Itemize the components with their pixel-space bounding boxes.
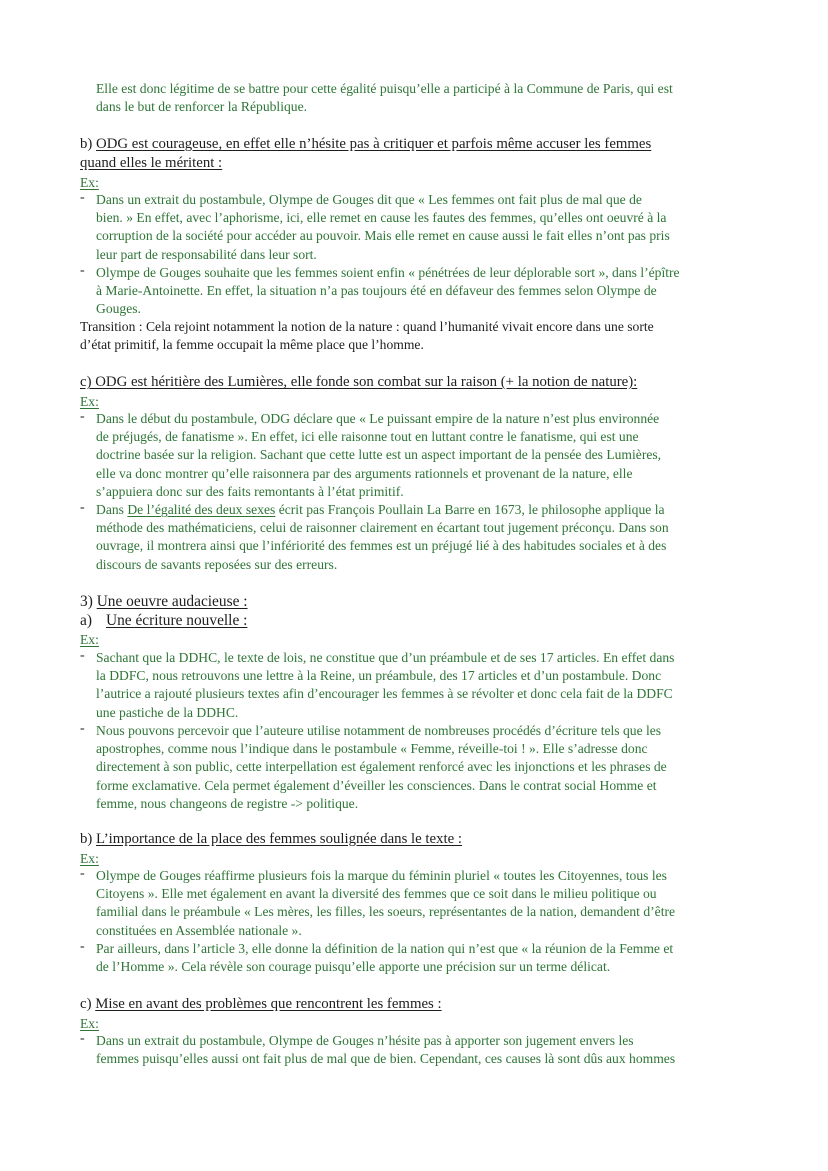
section-c-heading: c) ODG est héritière des Lumières, elle fonde son combat sur la raison (+ la notion de nature): [80,374,638,390]
bullet-dash: - [80,190,85,205]
transition-paragraph: Transition : Cela rejoint notamment la notion de la nature : quand l’humanité vivait encore dans une sorte d’état primitif, la femme occupait la même place que l’homme. [80,319,654,353]
section-3a-ex-label: Ex: [80,632,99,647]
section-3c-ex-label: Ex: [80,1016,99,1031]
section-3b-bullet-2: Par ailleurs, dans l’article 3, elle donne la définition de la nation qui n’est que « la réunion de la Femme et de l’Homme ». Cela révèle son courage puisqu’elle apporte une précision sur un terme délicat. [96,941,674,975]
intro-paragraph: Elle est donc légitime de se battre pour cette égalité puisqu’elle a participé à la Commune de Paris, qui est dans le but de renforcer la République. [96,81,673,115]
section-c-ex-label: Ex: [80,394,99,409]
section-3a-heading: a) Une écriture nouvelle : [80,612,248,629]
section-3a-bullet-2: Nous pouvons percevoir que l’auteure utilise notamment de nombreuses procédés d’écriture tels que les apostrophes, comme nous l’indique dans le postambule « Femme, réveille-toi ! ». Elle s’adresse donc directement à son public, cette interpellation est également renforcé avec les injonctions et les phrases de forme exclamative. Cela permet également d’éveiller les consciences. Dans le contrat social Homme et femme, nous changeons de registre -> politique. [96,723,667,811]
section-3c-heading: c) Mise en avant des problèmes que rencontrent les femmes : [80,996,442,1012]
bullet-dash: - [80,721,85,736]
section-3b-heading: b) L’importance de la place des femmes soulignée dans le texte : [80,831,462,847]
bullet-dash: - [80,866,85,881]
section-3-heading: 3) Une oeuvre audacieuse : [80,593,248,610]
section-c-bullet-1: Dans le début du postambule, ODG déclare que « Le puissant empire de la nature n’est plus environnée de préjugés, de fanatisme ». En effet, ici elle raisonne tout en luttant contre le fanatisme, qui est une doctrine basée sur la religion. Sachant que cette lutte est un aspect important de la pensée des Lumières, elle va donc montrer qu’elle raisonnera par des arguments rationnels et provenant de la nature, elle s’appuiera donc sur des faits remontants à l’état primitif. [96,411,662,499]
bullet-dash: - [80,263,85,278]
section-b-heading: b) ODG est courageuse, en effet elle n’hésite pas à critiquer et parfois même accuser les femmes quand elles le méritent : [80,136,652,171]
bullet-dash: - [80,648,85,663]
section-c-bullet-2: Dans De l’égalité des deux sexes écrit pas François Poullain La Barre en 1673, le philosophe applique la méthode des mathématiciens, celui de raisonner clairement en écartant tout jugement préconçu. Dans son ouvrage, il montrera ainsi que l’infériorité des femmes est un préjugé lié à des habitudes sociales et à des discours de savants reposées sur des erreurs. [96,502,669,572]
section-3b-ex-label: Ex: [80,851,99,866]
bullet-dash: - [80,1031,85,1046]
section-3a-bullet-1: Sachant que la DDHC, le texte de lois, ne constitue que d’un préambule et de ses 17 articles. En effet dans la DDFC, nous retrouvons une lettre à la Reine, un préambule, des 17 articles et d’un postambule. Donc l’autrice a rajouté plusieurs textes afin d’encourager les femmes à se révolter et donc cela fait de la DDFC une pastiche de la DDHC. [96,650,675,720]
section-b-bullet-1: Dans un extrait du postambule, Olympe de Gouges dit que « Les femmes ont fait plus de mal que de bien. » En effet, avec l’aphorisme, ici, elle remet en cause les fautes des femmes, qu’elles ont oeuvré à la corruption de la société pour accéder au pouvoir. Mais elle remet en cause aussi le fait elles n’ont pas pris leur part de responsabilité dans leur sort. [96,192,670,262]
bullet-dash: - [80,409,85,424]
section-3b-bullet-1: Olympe de Gouges réaffirme plusieurs fois la marque du féminin pluriel « toutes les Citoyennes, tous les Citoyens ». Elle met également en avant la diversité des femmes que ce soit dans le milieu politique ou familial dans le préambule « Les mères, les filles, les soeurs, représentantes de la nation, demandent d’être constituées en Assemblée nationale ». [96,868,676,938]
section-b-ex-label: Ex: [80,175,99,190]
bullet-dash: - [80,939,85,954]
section-b-bullet-2: Olympe de Gouges souhaite que les femmes soient enfin « pénétrées de leur déplorable sort », dans l’épître à Marie-Antoinette. En effet, la situation n’a pas toujours été en défaveur des femmes selon Olympe de Gouges. [96,265,680,317]
book-title: De l’égalité des deux sexes [127,502,276,517]
section-3c-bullet-1: Dans un extrait du postambule, Olympe de Gouges n’hésite pas à apporter son jugement envers les femmes puisqu’elles aussi ont fait plus de mal que de bien. Cependant, ces causes là sont dûs aux hommes [96,1033,676,1067]
bullet-dash: - [80,500,85,515]
